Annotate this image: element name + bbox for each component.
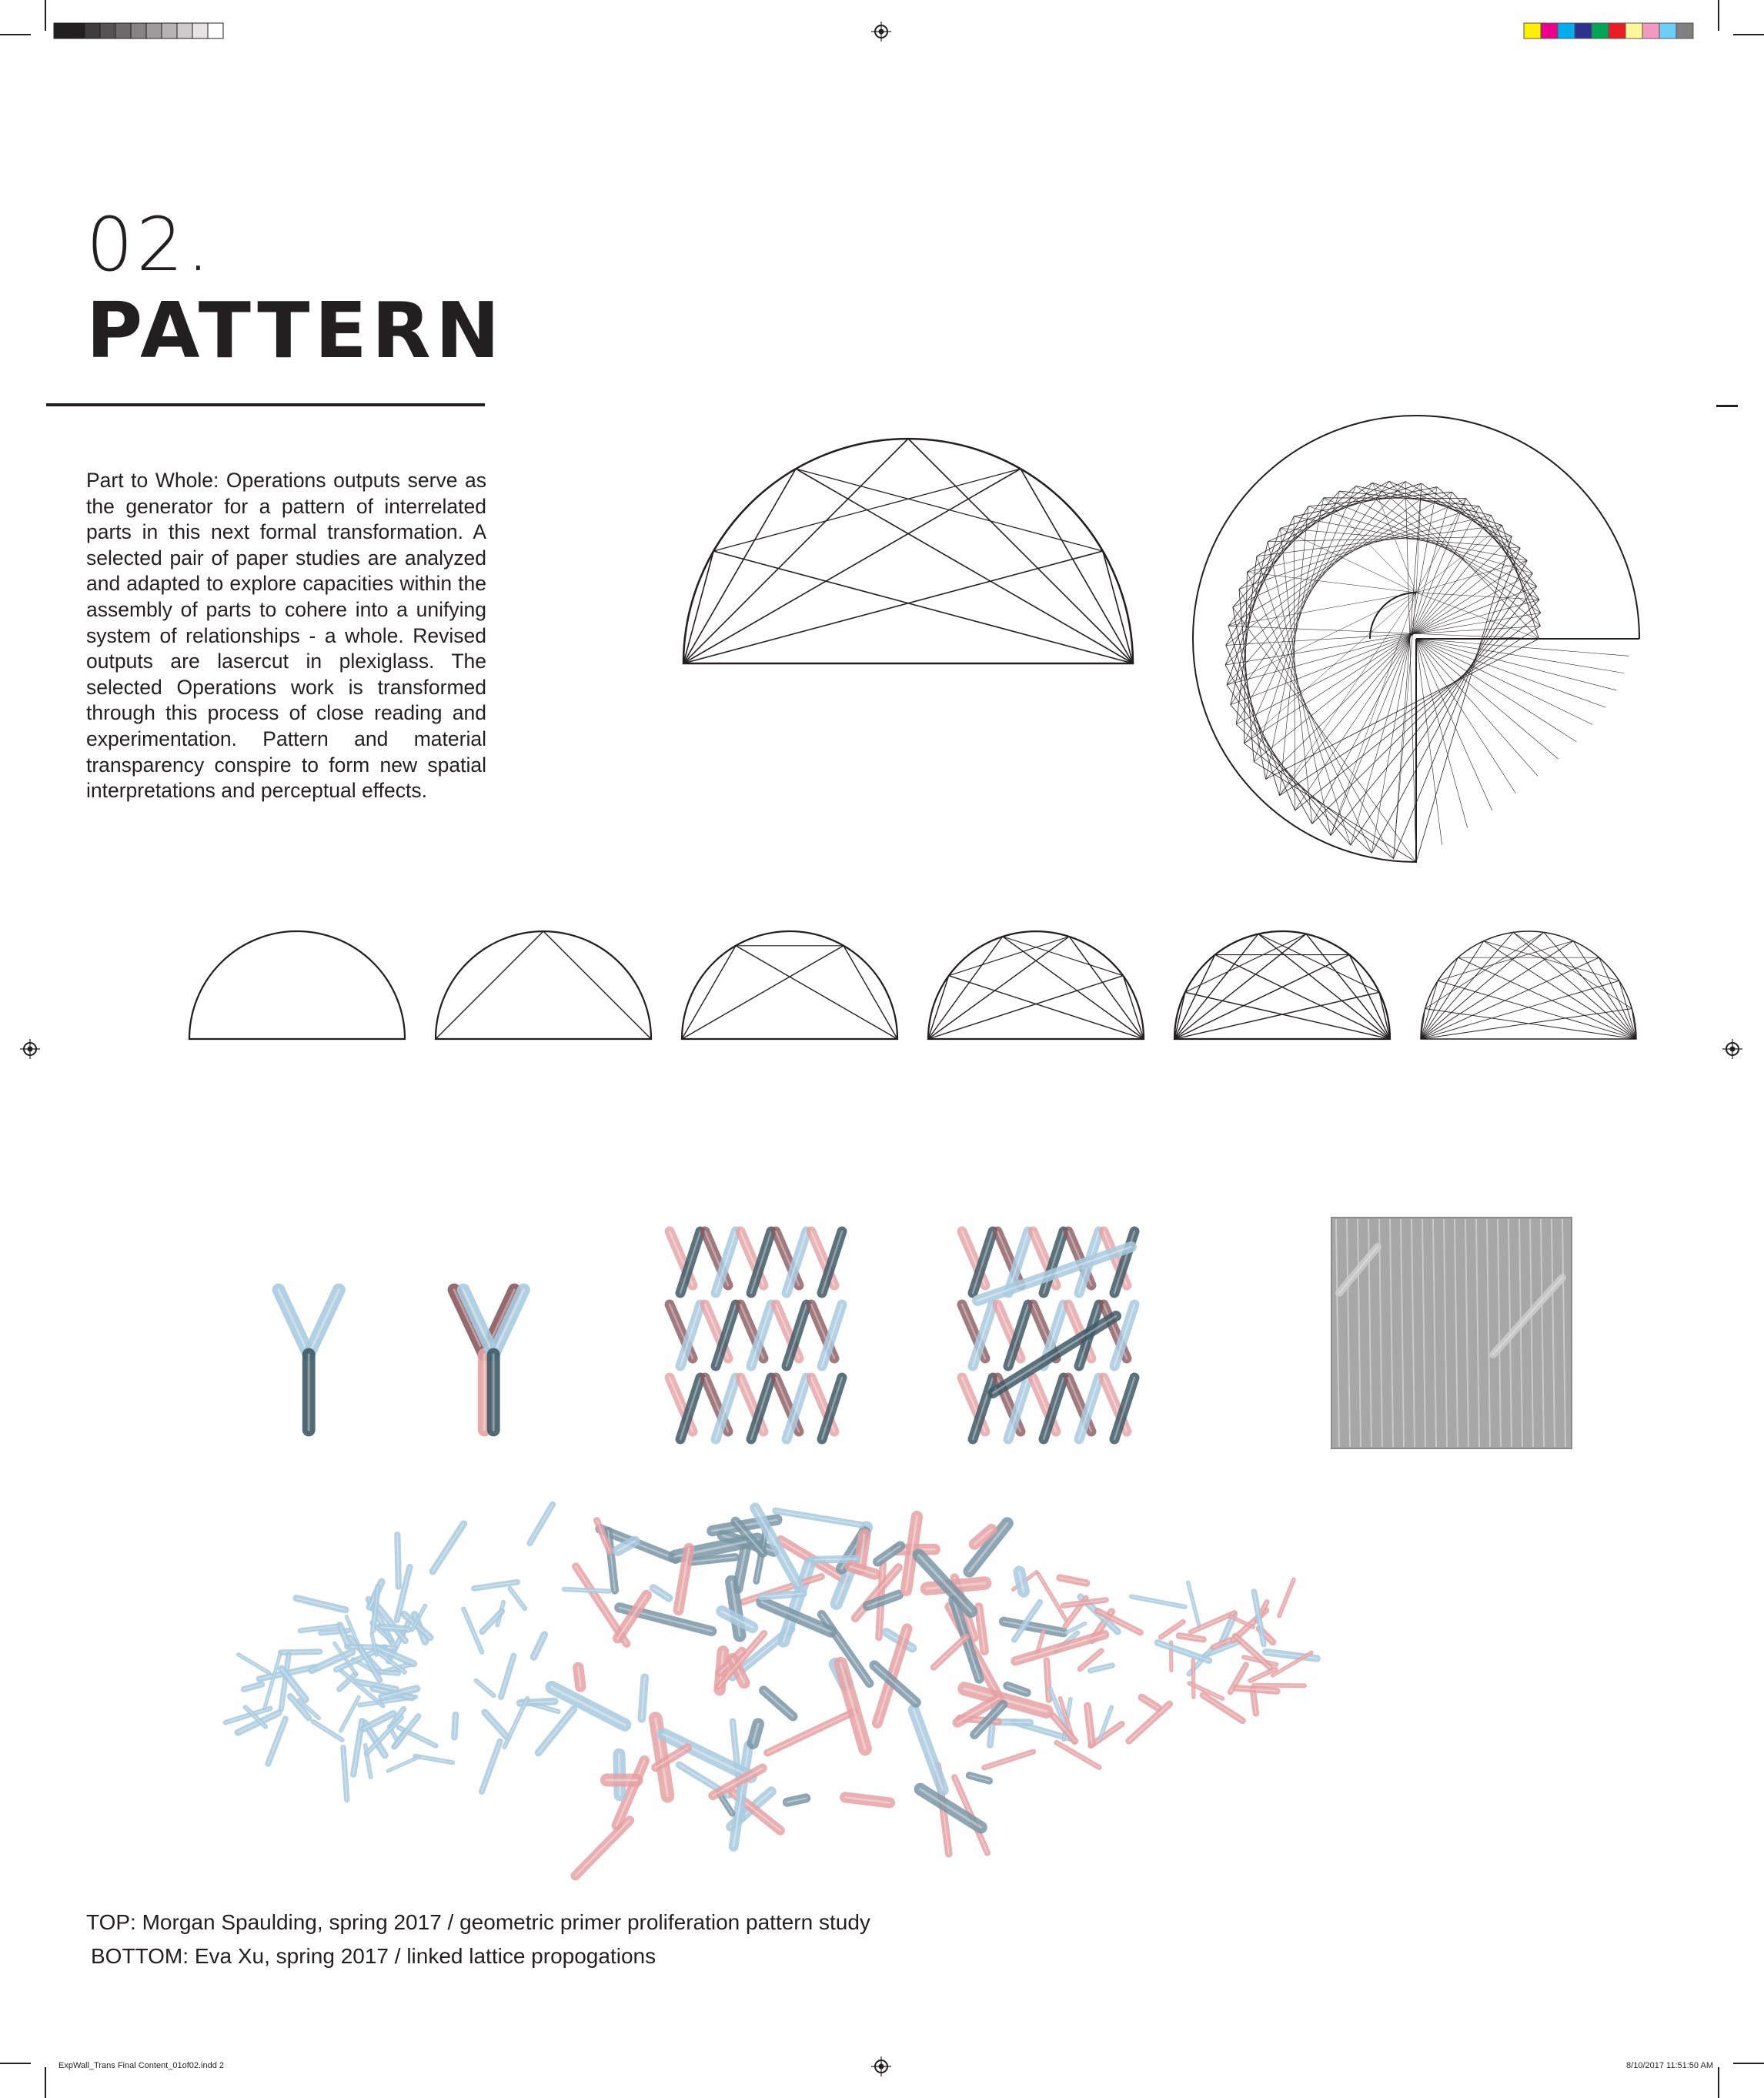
gray-swatch	[131, 23, 146, 38]
registration-mark-icon	[20, 1039, 40, 1059]
crop-mark	[1733, 34, 1764, 35]
lattice-rods	[226, 1505, 1317, 1876]
crop-mark	[1718, 2067, 1719, 2098]
color-swatch	[1625, 23, 1642, 38]
registration-mark-icon	[871, 2056, 891, 2076]
slug-filename: ExpWall_Trans Final Content_01of02.indd 2	[58, 2061, 225, 2070]
color-swatch	[1524, 23, 1541, 38]
crop-mark	[45, 0, 46, 31]
spiral-string-diagram	[1185, 408, 1647, 870]
block-assembly-a	[670, 1231, 842, 1439]
color-swatch	[1659, 23, 1676, 38]
gray-swatch	[54, 23, 69, 38]
gray-swatch	[162, 23, 177, 38]
gray-swatch	[100, 23, 115, 38]
color-swatch	[1642, 23, 1659, 38]
gray-swatch	[177, 23, 192, 38]
section-number: 02.	[86, 202, 213, 288]
semicircle-figure	[436, 931, 651, 1039]
color-swatch	[1609, 23, 1625, 38]
color-swatch	[1676, 23, 1693, 38]
single-y-rod	[279, 1290, 339, 1430]
crop-mark	[0, 2063, 31, 2064]
semicircle-progression-sequence	[185, 924, 1647, 1047]
gray-swatch	[115, 23, 131, 38]
color-swatch	[1541, 23, 1558, 38]
semicircle-figure	[928, 931, 1144, 1039]
semicircle-figure	[1174, 931, 1390, 1039]
registration-mark-icon	[1722, 1039, 1742, 1059]
section-title: PATTERN	[86, 286, 505, 376]
color-swatch	[1592, 23, 1609, 38]
linked-lattice-propagation	[254, 1501, 1316, 1870]
color-calibration-bar	[1524, 22, 1709, 40]
block-assembly-b	[962, 1231, 1134, 1439]
semicircle-figure	[682, 931, 897, 1039]
crop-mark	[1718, 0, 1719, 31]
gray-swatch	[146, 23, 162, 38]
crop-mark	[45, 2067, 46, 2098]
semicircle-figure	[1421, 931, 1636, 1039]
semicircle-figure	[189, 931, 405, 1039]
color-swatch	[1575, 23, 1592, 38]
color-swatch	[1558, 23, 1575, 38]
gray-swatch	[192, 23, 208, 38]
rod-assembly-sequence	[262, 1201, 1601, 1462]
semicircle-figure	[683, 439, 1133, 663]
body-paragraph: Part to Whole: Operations outputs serve as the generator for a pattern of interrelated parts in this next formal transformation. A selected pair of paper studies are analyzed and adapted to explore capacities within the assembly of parts to cohere into a unifying system of relationships - a whole. Revised outputs are lasercut in plexiglass. The selected Operations work is transformed through this process of close reading and experimentation. Pattern and material transparency conspire to form new spatial interpretations and perceptual effects.	[86, 469, 486, 803]
semicircle-string-diagram	[677, 431, 1139, 677]
grayscale-calibration-bar	[54, 22, 239, 40]
registration-mark-icon	[871, 22, 891, 42]
gray-swatch	[85, 23, 100, 38]
spiral-figure	[1193, 416, 1639, 862]
paired-y-rods	[454, 1290, 523, 1430]
caption-top: TOP: Morgan Spaulding, spring 2017 / geometric primer proliferation pattern study	[86, 1910, 870, 1934]
caption-bottom: BOTTOM: Eva Xu, spring 2017 / linked lattice propogations	[91, 1944, 656, 1968]
fold-mark	[1716, 405, 1738, 407]
gray-swatch	[69, 23, 85, 38]
title-divider	[46, 403, 485, 406]
gray-swatch	[208, 23, 223, 38]
crop-mark	[0, 34, 31, 35]
slug-timestamp: 8/10/2017 11:51:50 AM	[1626, 2061, 1713, 2070]
crop-mark	[1733, 2063, 1764, 2064]
plexiglass-block	[1331, 1218, 1572, 1448]
